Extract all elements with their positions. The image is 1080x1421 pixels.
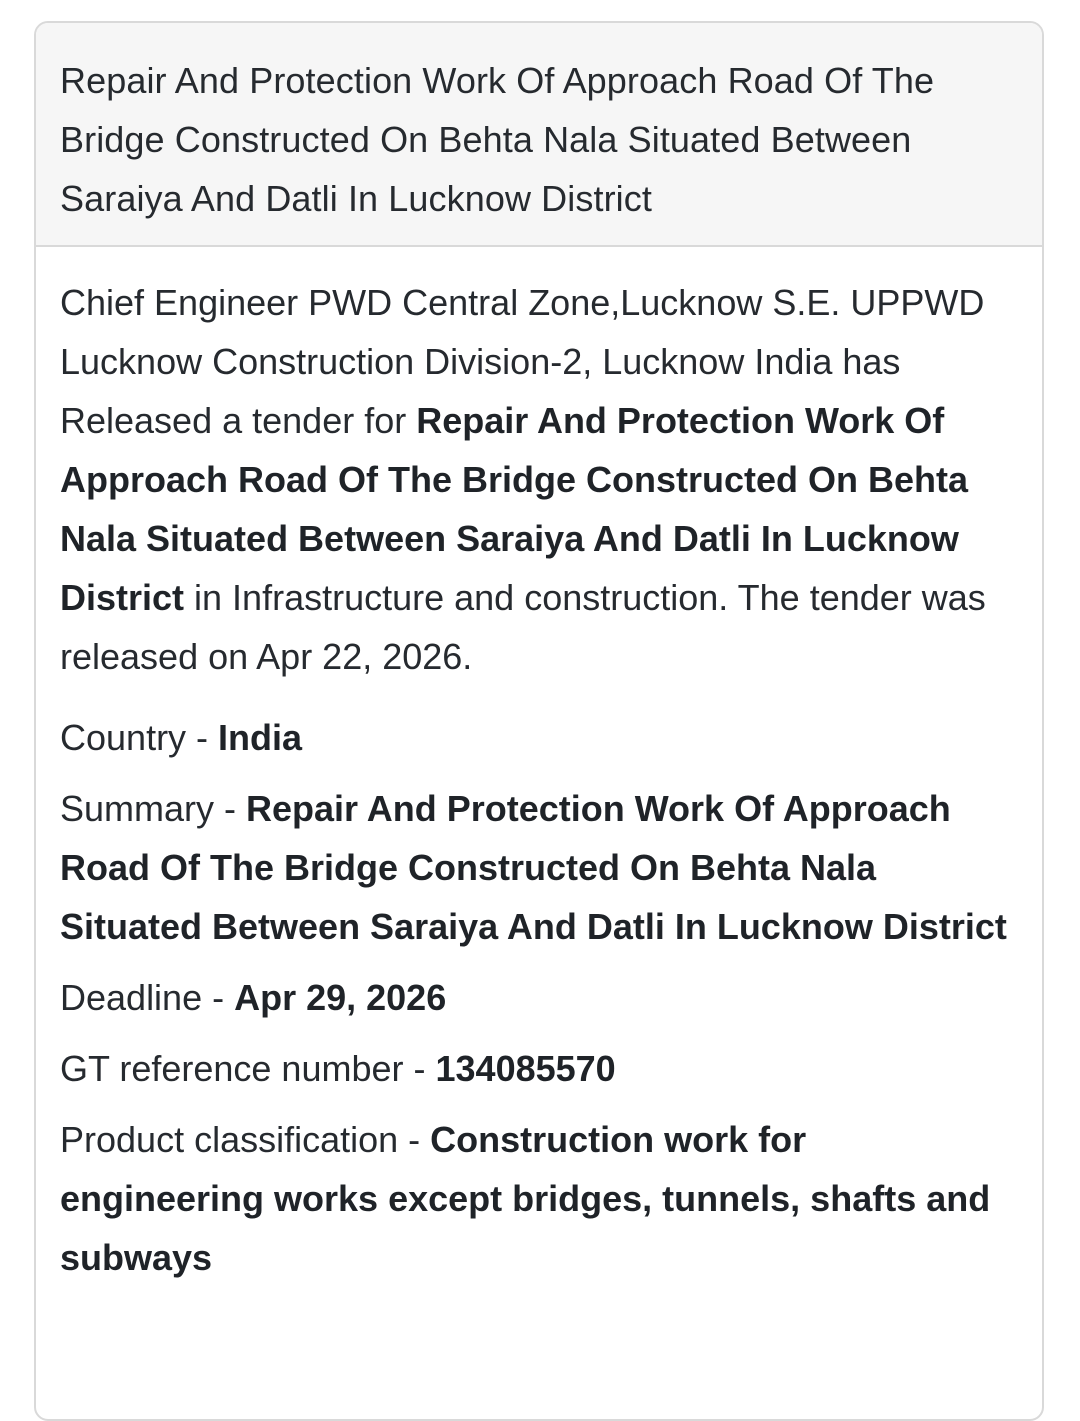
- card-body: [36, 247, 1042, 1287]
- tender-card: [34, 21, 1044, 1421]
- country-value: India: [218, 717, 303, 758]
- sector-phrase: in Infrastructure and construction. The tender was released on Apr 22, 2026.: [60, 577, 986, 677]
- tender-name: Repair And Protection Work Of Approach Road Of The Bridge Constructed On Behta Nala Situated Between Saraiya And Datli In Lucknow District: [60, 400, 969, 618]
- detail-deadline: [60, 968, 1018, 1027]
- detail-summary: [60, 779, 1018, 956]
- tender-title: Repair And Protection Work Of Approach Road Of The Bridge Constructed On Behta Nala Situated Between Saraiya And Datli In Lucknow District: [60, 60, 935, 219]
- detail-country: [60, 708, 1018, 767]
- deadline-value: Apr 29, 2026: [234, 977, 447, 1018]
- summary-label: Summary -: [60, 788, 247, 829]
- country-label: Country -: [60, 717, 219, 758]
- product-classification-label: Product classification -: [60, 1119, 431, 1160]
- card-header: [36, 23, 1042, 247]
- deadline-label: Deadline -: [60, 977, 235, 1018]
- product-classification-value: Construction work for engineering works except bridges, tunnels, shafts and subways: [60, 1119, 991, 1278]
- summary-value: Repair And Protection Work Of Approach Road Of The Bridge Constructed On Behta Nala Situated Between Saraiya And Datli In Lucknow District: [60, 788, 1007, 947]
- detail-gt-reference: [60, 1039, 1018, 1098]
- tender-description: [60, 273, 1018, 686]
- detail-product-classification: [60, 1110, 1018, 1287]
- released-phrase: has Released a tender for: [60, 341, 901, 441]
- gt-reference-value: 134085570: [435, 1048, 616, 1089]
- issuer-text: Chief Engineer PWD Central Zone,Lucknow S.E. UPPWD Lucknow Construction Division-2, Lucknow India: [60, 282, 985, 382]
- gt-reference-label: GT reference number -: [60, 1048, 436, 1089]
